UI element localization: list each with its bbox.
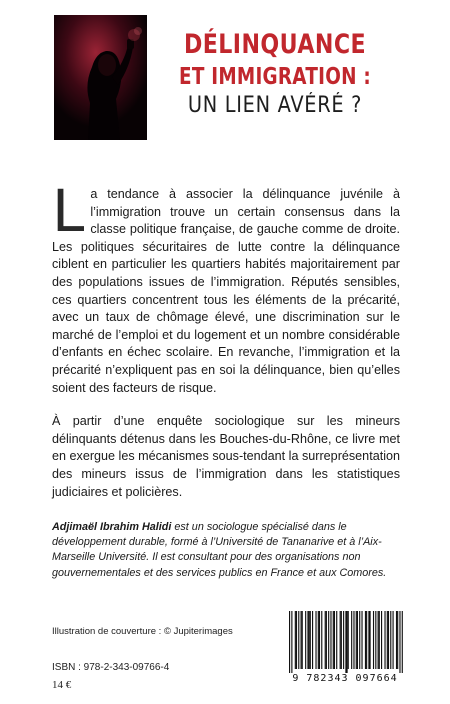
barcode xyxy=(285,611,405,691)
paragraph-1-text: a tendance à associer la délinquance juvénile à l’immigration trouve un certain consensus dans la classe politique française, de gauche comme de droite. Les politiques sécuritaires de lutte contre la délinquance ciblent en particulier les quartiers habités majoritairement par des populations issues de l’immigration. Réputés sensibles, ces quartiers concentrent tous les éléments de la précarité, avec un taux de chômage élevé, une discrimination sur le marché de l’emploi et du logement et un nombre considérable d’enfants en échec scolaire. En revanche, l’immigration et la précarité n’expliquent pas en soi la délinquance, bien qu’elles soient des facteurs de risque. xyxy=(52,187,400,395)
book-title-line1: DÉLINQUANCE xyxy=(183,29,367,60)
illustration-credit: Illustration de couverture : © Jupiterimages xyxy=(52,626,233,637)
author-name: Adjimaël Ibrahim Halidi xyxy=(52,521,172,533)
barcode-number: 9 782343 097664 xyxy=(285,673,405,684)
book-subtitle: UN LIEN AVÉRÉ ? xyxy=(187,93,363,118)
blurb-paragraph-2: À partir d’une enquête sociologique sur les mineurs délinquants détenus dans les Bouches-du-Rhône, ce livre met en exergue les mécanismes sous-tendant la surreprésentation des mineurs issus de l’immigration dans les statistiques judiciaires et policières. xyxy=(52,414,400,499)
barcode-bars xyxy=(285,611,405,675)
price: 14 € xyxy=(52,679,72,691)
title-block xyxy=(0,28,450,120)
blurb-paragraph-1 xyxy=(52,177,400,397)
author-bio xyxy=(52,520,402,581)
blurb xyxy=(52,177,400,501)
author-bio-text: est un sociologue spécialisé dans le développement durable, formé à l’Université de Tananarive et à l’Aix-Marseille Université. Il est consultant pour des organisations non gouvernementales et des services publics en France et aux Comores. xyxy=(52,521,387,579)
isbn: ISBN : 978-2-343-09766-4 xyxy=(52,662,170,673)
drop-cap: L xyxy=(52,177,85,245)
book-title-line2: ET IMMIGRATION : xyxy=(179,64,371,90)
